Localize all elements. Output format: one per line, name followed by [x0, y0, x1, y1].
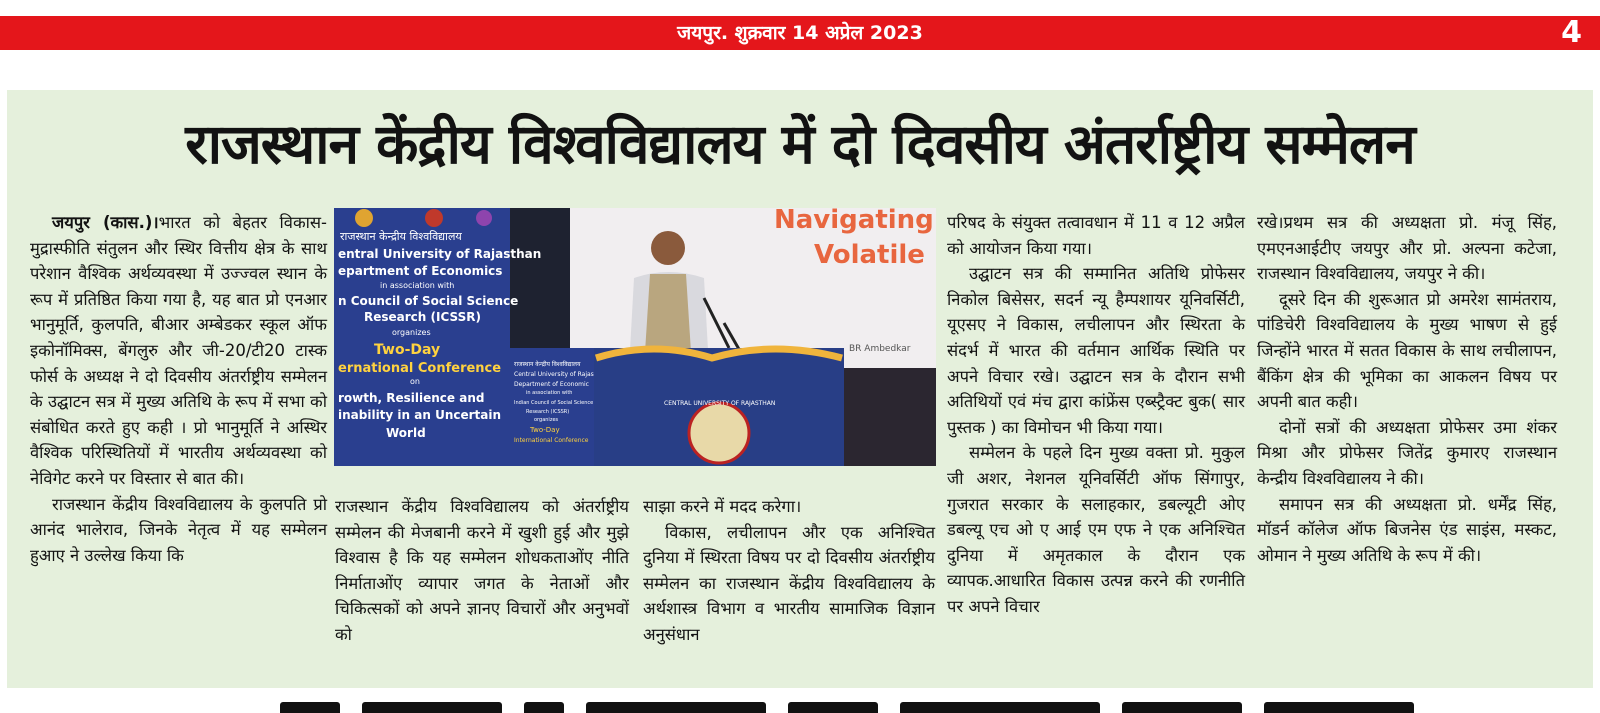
banner-line: राजस्थान केन्द्रीय विश्वविद्यालय — [340, 230, 462, 243]
cropped-headline-strokes — [280, 702, 1460, 713]
banner-line: on — [410, 377, 420, 386]
banner-line: organizes — [392, 328, 431, 337]
page-number: 4 — [1561, 15, 1582, 50]
screen-footer-text: BR Ambedkar — [849, 344, 911, 354]
screen-text-line: Navigating — [774, 208, 934, 235]
banner-line: Research (ICSSR) — [364, 310, 481, 324]
podium-banner-line: International Conference — [514, 437, 589, 444]
paragraph: दूसरे दिन की शुरूआत प्रो अमरेश सामंतराय, पांडिचेरी विश्वविद्यालय के मुख्य भाषण से हुई जिन्होंने भारत में सतत विकास के साथ लचीलापन, बैंकिंग क्षेत्र की भूमिका का आकलन विषय पर अपनी बात कही। — [1257, 289, 1557, 412]
photo-illustration — [334, 208, 936, 466]
banner-line: ernational Conference — [338, 361, 502, 376]
podium-banner-line: राजस्थान केन्द्रीय विश्वविद्यालय — [514, 361, 581, 368]
paragraph: दोनों सत्रों की अध्यक्षता प्रोफेसर उमा शंकर मिश्रा और प्रोफेसर जितेंद्र कुमारए राजस्थान केन्द्रीय विश्वविद्यालय ने की। — [1257, 417, 1557, 488]
paragraph — [30, 210, 327, 492]
article-column-3 — [643, 494, 935, 648]
podium-label: CENTRAL UNIVERSITY OF RAJASTHAN — [664, 400, 776, 407]
podium-banner-line: Two-Day — [530, 426, 560, 434]
paragraph: साझा करने में मदद करेगा। — [643, 497, 802, 516]
cropped-glyph — [1264, 702, 1414, 713]
paragraph: परिषद के संयुक्त तत्वावधान में 11 व 12 अप्रैल को आयोजन किया गया। — [947, 213, 1245, 258]
cropped-glyph — [524, 702, 564, 713]
article-column-5 — [1257, 210, 1557, 568]
podium-banner-line: Central University of Rajas — [514, 371, 594, 378]
cropped-glyph — [362, 702, 502, 713]
banner-line: n Council of Social Science — [338, 294, 519, 308]
podium-banner-line: in association with — [526, 390, 573, 396]
cropped-glyph — [586, 702, 766, 713]
dateline: जयपुर. शुक्रवार 14 अप्रेल 2023 — [677, 22, 923, 44]
byline: जयपुर (कास.)। — [52, 213, 159, 232]
next-headline-cutoff — [0, 688, 1600, 713]
banner-line: epartment of Economics — [338, 264, 503, 278]
paragraph: राजस्थान केंद्रीय विश्वविद्यालय के कुलपति प्रो आनंद भालेराव, जिनके नेतृत्व में यह सम्मेलन हुआए ने उल्लेख किया कि — [30, 494, 327, 565]
paragraph: राजस्थान केंद्रीय विश्वविद्यालय को अंतर्राष्ट्रीय सम्मेलन की मेजबानी करने में खुशी हुई और मुझे विश्वास है कि यह सम्मेलन शोधकताओंए नीति निर्माताओंए व्यापार जगत के नेताओं और चिकित्सकों को अपने ज्ञानए विचारों और अनुभवों को — [335, 497, 629, 644]
paragraph: सम्मेलन के पहले दिन मुख्य वक्ता प्रो. मुकुल जी अशर, नेशनल यूनिवर्सिटी ऑफ सिंगापुर, गुजरात सरकार के सलाहकार, डबल्यूटी ओए डबल्यू एच ओ ए आई एम एफ ने एक अनिश्चित दुनिया में अमृतकाल के दौरान एक व्यापक.आधारित विकास उत्पन्न करने की रणनीति पर अपने विचार — [947, 443, 1245, 616]
article-column-4 — [947, 210, 1245, 620]
speaker-head — [651, 231, 685, 265]
masthead-bar — [0, 16, 1600, 50]
banner-line: rowth, Resilience and — [338, 391, 485, 405]
article-column-1 — [30, 210, 327, 568]
podium-banner-line: Indian Council of Social Science — [514, 400, 594, 406]
podium-banner-line: Department of Economic — [514, 381, 589, 388]
banner-line: in association with — [380, 281, 455, 290]
event-photo — [334, 208, 936, 466]
logo-icon — [355, 209, 373, 227]
article-box — [7, 90, 1593, 688]
paragraph: समापन सत्र की अध्यक्षता प्रो. धर्मेंद्र सिंह, मॉडर्न कॉलेज ऑफ बिजनेस एंड साइंस, मस्कट, ओमान ने मुख्य अतिथि के रूप में की। — [1257, 494, 1557, 565]
podium-banner-line: Research (ICSSR) — [526, 409, 570, 415]
paragraph: विकास, लचीलापन और एक अनिश्चित दुनिया में स्थिरता विषय पर दो दिवसीय अंतर्राष्ट्रीय सम्मेलन का राजस्थान केंद्रीय विश्वविद्यालय के अर्थशास्त्र विभाग व भारतीय सामाजिक विज्ञान अनुसंधान — [643, 522, 935, 644]
banner-line: World — [386, 426, 426, 440]
banner-line: entral University of Rajasthan — [338, 247, 542, 261]
banner-line: inability in an Uncertain — [338, 408, 502, 422]
paragraph-text: भारत को बेहतर विकास-मुद्रास्फीति संतुलन और स्थिर वित्तीय क्षेत्र के साथ परेशान वैश्विक अर्थव्यवस्था में उज्ज्वल स्थान के रूप में प्रतिष्ठित किया गया है, यह बात प्रो एनआर भानुमूर्ति, कुलपति, बीआर अम्बेडकर स्कूल ऑफ इकोनॉमिक्स, बेंगलुरु और जी-20/टी20 टास्क फोर्स के अध्यक्ष ने दो दिवसीय अंतर्राष्ट्रीय सम्मेलन के उद्घाटन सत्र में मुख्य अतिथि के रूप में सभा को संबोधित करते हुए कही । प्रो भानुमूर्ति ने अस्थिर वैश्विक परिस्थितियों में भारतीय अर्थव्यवस्था को नेविगेट करने पर विस्तार से बात की। — [30, 213, 327, 488]
banner-line: Two-Day — [374, 342, 441, 358]
cropped-glyph — [280, 702, 340, 713]
logo-icon — [476, 210, 492, 226]
university-emblem — [689, 403, 749, 463]
logo-icon — [425, 209, 443, 227]
cropped-glyph — [900, 702, 1100, 713]
article-column-2 — [335, 494, 629, 648]
paragraph: उद्घाटन सत्र की सम्मानित अतिथि प्रोफेसर निकोल बिसेसर, सदर्न न्यू हैम्पशायर यूनिवर्सिटी, यूएसए ने विकास, लचीलापन और स्थिरता के संदर्भ में भारत की वर्तमान आर्थिक स्थिति पर अपने विचार रखे। उद्घाटन सत्र के दौरान सभी अतिथियों एवं मंच द्वारा कांफ्रेंस एब्स्ट्रैक्ट बुक( सार पुस्तक ) का विमोचन भी किया गया। — [947, 264, 1245, 437]
cropped-glyph — [788, 702, 878, 713]
screen-text-line: Volatile — [814, 240, 925, 270]
paragraph: रखे।प्रथम सत्र की अध्यक्षता प्रो. मंजू सिंह, एमएनआईटीए जयपुर और प्रो. अल्पना कटेजा, राजस्थान विश्वविद्यालय, जयपुर ने की। — [1257, 213, 1557, 284]
headline: राजस्थान केंद्रीय विश्वविद्यालय में दो दिवसीय अंतर्राष्ट्रीय सम्मेलन — [185, 112, 1415, 176]
cropped-glyph — [1122, 702, 1242, 713]
podium-banner-line: organizes — [534, 417, 559, 423]
